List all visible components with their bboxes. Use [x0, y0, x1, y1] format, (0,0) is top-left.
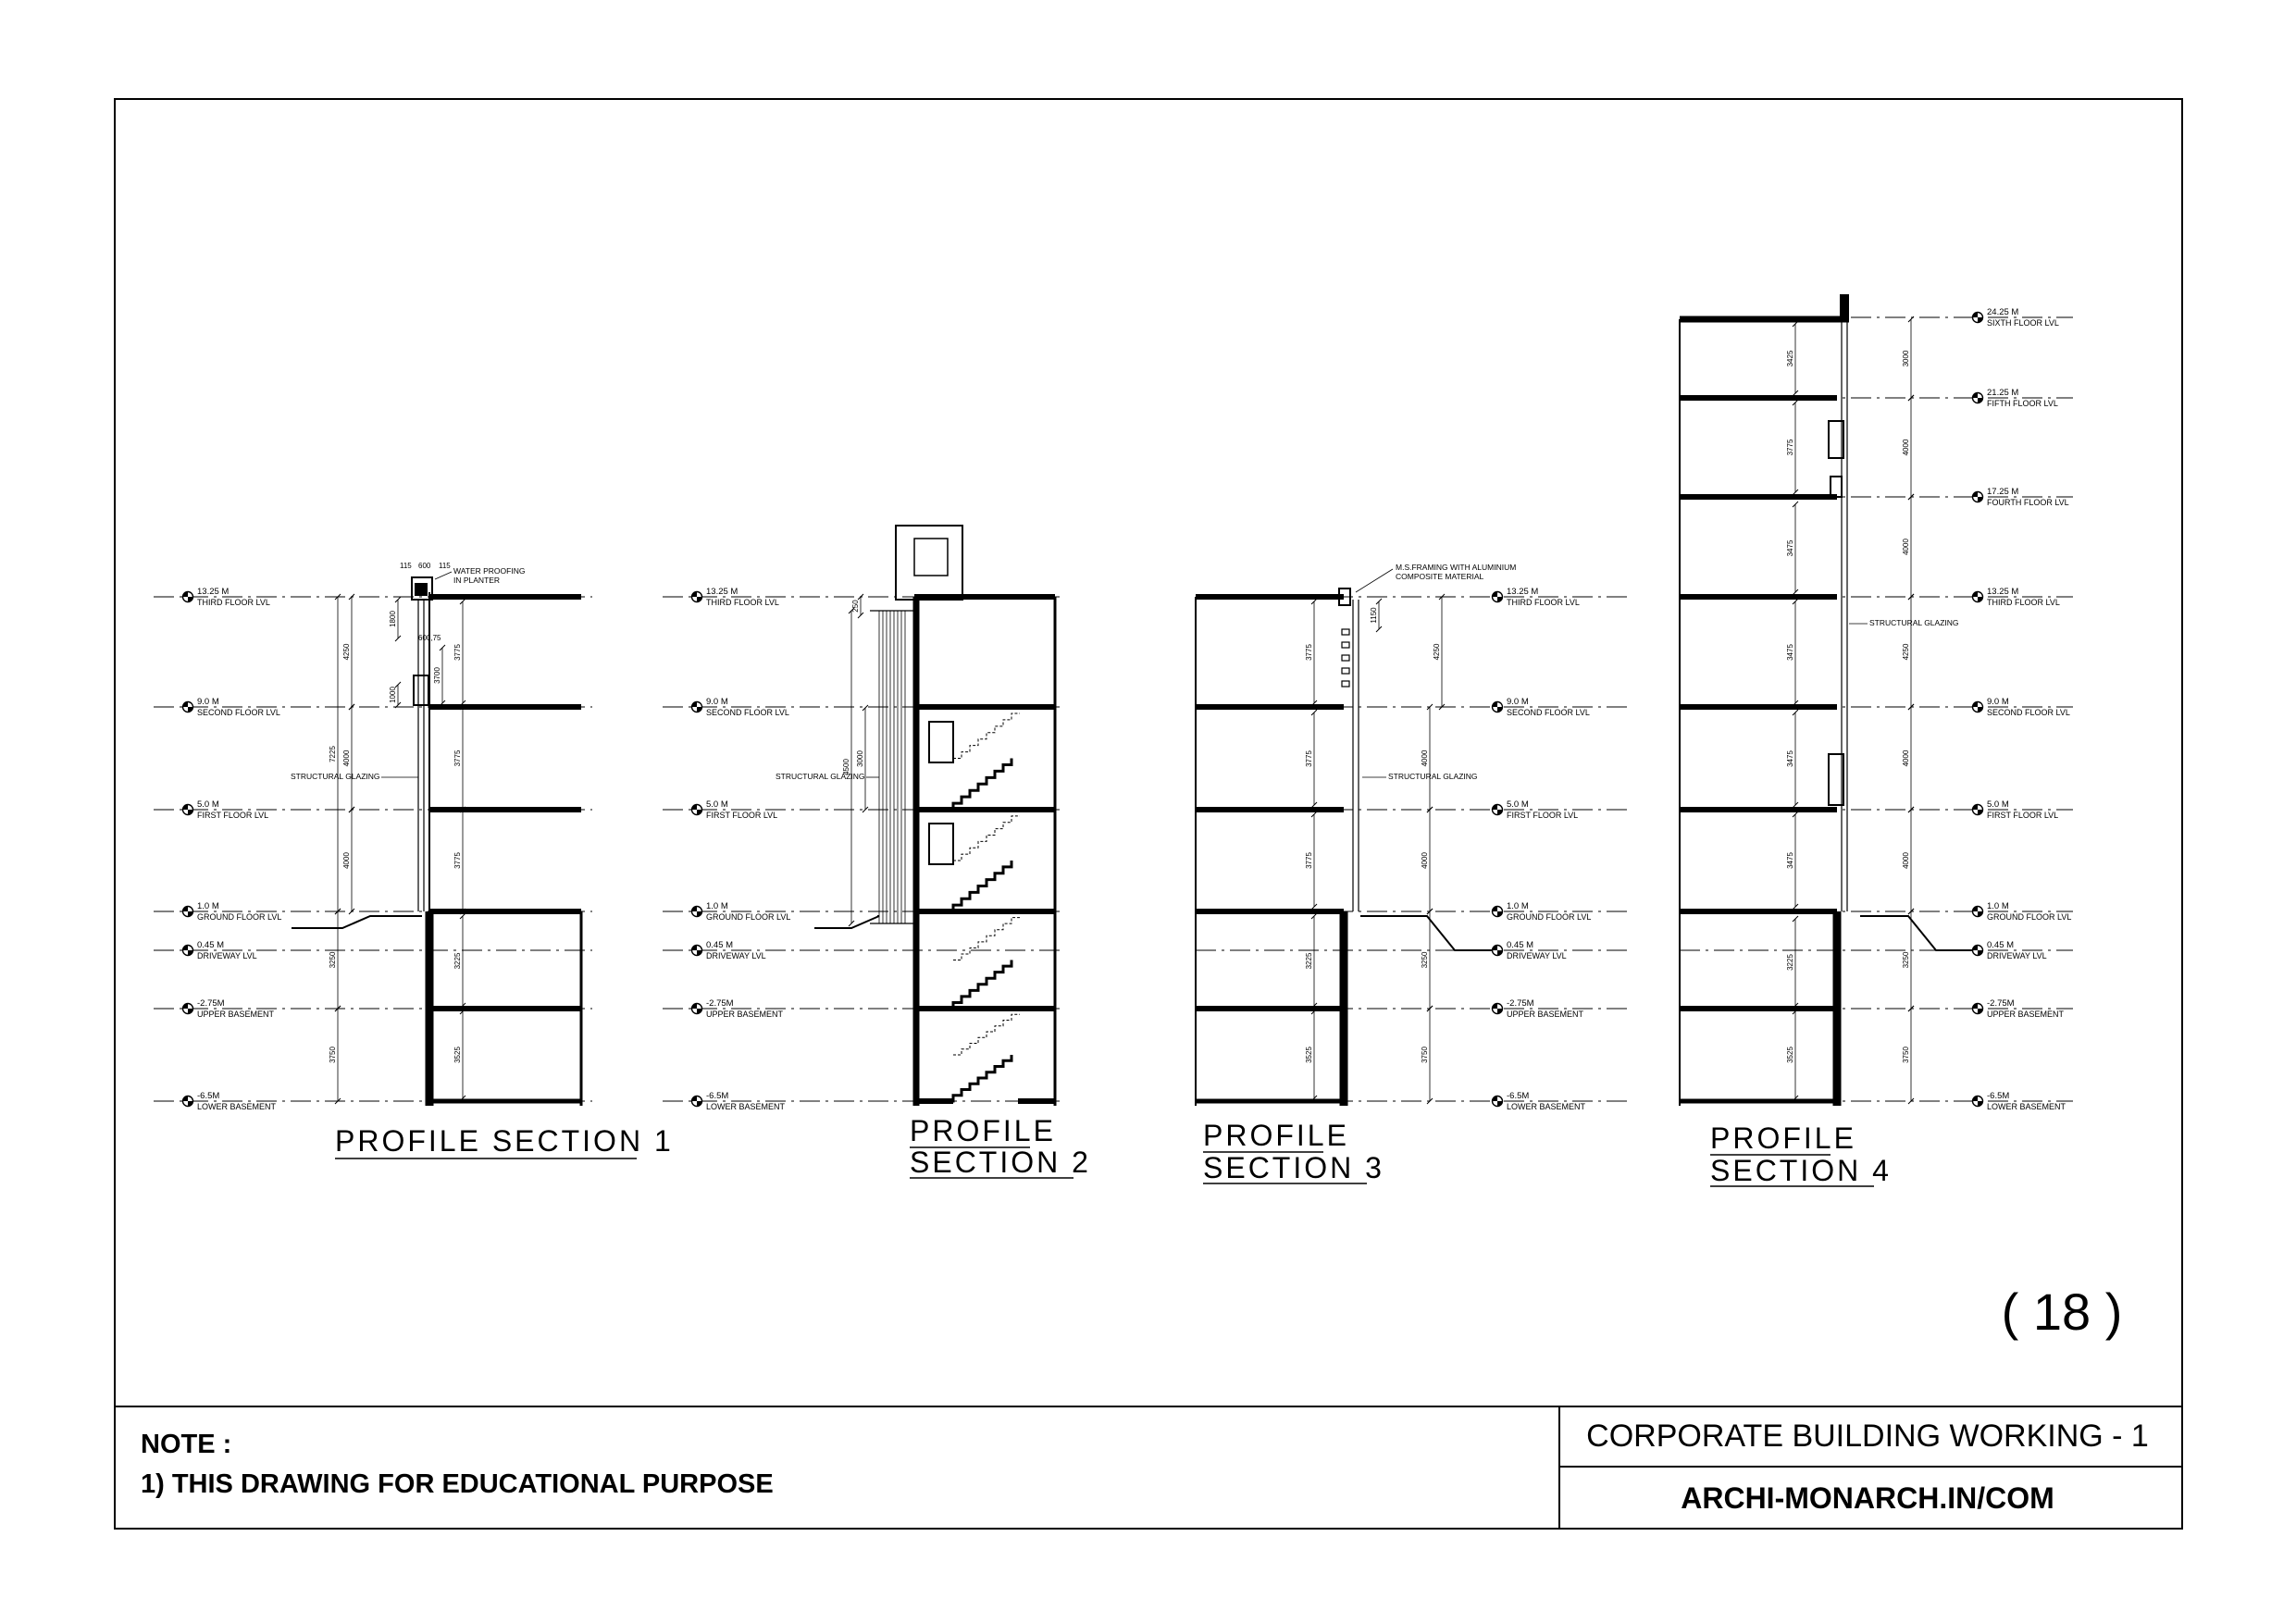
- stair-flight: [925, 759, 1011, 811]
- floor-slab: [1680, 1006, 1837, 1011]
- level-name: UPPER BASEMENT: [197, 1010, 275, 1019]
- level-value: 13.25 M: [706, 587, 738, 597]
- dimension-label: 4000: [1902, 539, 1910, 555]
- dimension-label: 600: [418, 562, 431, 570]
- dimension-label: 3475: [1786, 852, 1794, 869]
- level-value: 17.25 M: [1987, 487, 2019, 497]
- level-name: SIXTH FLOOR LVL: [1987, 318, 2059, 328]
- level-name: DRIVEWAY LVL: [197, 951, 257, 960]
- level-name: DRIVEWAY LVL: [1987, 951, 2047, 960]
- dimension-label: 3225: [453, 952, 462, 970]
- level-name: FOURTH FLOOR LVL: [1987, 498, 2069, 507]
- level-value: 13.25 M: [1987, 587, 2019, 597]
- level-value: 21.25 M: [1987, 388, 2019, 398]
- dimension-label: 3775: [1786, 439, 1794, 456]
- floor-slab: [1680, 909, 1837, 914]
- dimension-label: 4000: [1902, 852, 1910, 869]
- dimension-label: 3750: [1902, 1047, 1910, 1063]
- dimension-label: 3475: [1786, 750, 1794, 767]
- dimension-label: 4000: [1421, 852, 1429, 869]
- dimension-label: 3475: [1786, 539, 1794, 557]
- level-value: 9.0 M: [1987, 697, 2009, 707]
- level-name: THIRD FLOOR LVL: [197, 598, 270, 607]
- floor-slab: [1680, 316, 1849, 323]
- dimension-label: 3525: [453, 1047, 462, 1063]
- level-value: -6.5M: [197, 1091, 220, 1101]
- stair-tower-head: [896, 526, 962, 600]
- floor-slab: [1196, 909, 1344, 914]
- dimension-label: 3225: [1786, 954, 1794, 971]
- stair-flight-above: [953, 816, 1020, 861]
- dimension-label: 115: [439, 562, 451, 570]
- dimension-label: 3750: [329, 1047, 337, 1063]
- level-name: GROUND FLOOR LVL: [1987, 912, 2072, 922]
- dimension-label: 3250: [1421, 951, 1429, 969]
- floor-slab: [1680, 1099, 1837, 1104]
- driveway-ramp: [1860, 916, 1973, 950]
- level-value: 9.0 M: [197, 697, 219, 707]
- level-name: LOWER BASEMENT: [706, 1102, 786, 1111]
- section-2-title: [910, 1114, 1091, 1179]
- floor-slab: [429, 909, 581, 914]
- dimension-label: 4000: [1421, 750, 1429, 767]
- dimension-label: 1150: [1370, 607, 1378, 624]
- floor-slab: [429, 594, 581, 600]
- floor-slab: [1196, 594, 1344, 600]
- dimension-label: 1800: [389, 611, 397, 627]
- level-value: 1.0 M: [706, 901, 728, 911]
- section-4-title: [1710, 1121, 1892, 1187]
- floor-slab: [914, 594, 1055, 600]
- floor-slab: [1018, 1098, 1055, 1104]
- level-name: FIRST FLOOR LVL: [706, 811, 778, 820]
- sheet-border: [115, 99, 2182, 1529]
- driveway-ramp: [305, 916, 422, 928]
- level-name: LOWER BASEMENT: [1987, 1102, 2066, 1111]
- floor-slab: [914, 704, 1055, 710]
- svg-text:PROFILE: PROFILE: [910, 1114, 1056, 1147]
- level-value: 1.0 M: [197, 901, 219, 911]
- floor-slab: [1680, 704, 1837, 710]
- dimension-label: 4000: [342, 750, 351, 767]
- stair-flight-above: [953, 918, 1020, 960]
- dimension-label: 3000: [856, 750, 864, 767]
- framing-member: [1342, 668, 1349, 674]
- annotation-label: M.S.FRAMING WITH ALUMINIUM: [1396, 563, 1517, 572]
- dimension-label: 600,75: [418, 634, 441, 642]
- stair-window: [929, 722, 953, 762]
- level-name: LOWER BASEMENT: [1507, 1102, 1586, 1111]
- dimension-label: 3775: [1305, 750, 1313, 767]
- stair-window: [929, 824, 953, 864]
- svg-text:PROFILE: PROFILE: [1203, 1119, 1349, 1152]
- level-name: LOWER BASEMENT: [197, 1102, 277, 1111]
- level-name: THIRD FLOOR LVL: [706, 598, 779, 607]
- floor-slab: [429, 807, 581, 812]
- dimension-label: 4250: [1433, 643, 1441, 661]
- website-label: ARCHI-MONARCH.IN/COM: [1681, 1481, 2054, 1515]
- level-value: 9.0 M: [1507, 697, 1529, 707]
- level-name: FIRST FLOOR LVL: [1507, 811, 1579, 820]
- level-name: DRIVEWAY LVL: [706, 951, 766, 960]
- drawing-title: CORPORATE BUILDING WORKING - 1: [1586, 1419, 2149, 1454]
- svg-text:PROFILE: PROFILE: [1710, 1121, 1856, 1155]
- spandrel-panel: [1831, 477, 1842, 497]
- level-value: 5.0 M: [706, 799, 728, 810]
- dimension-label: 4500: [842, 759, 850, 775]
- framing-member: [1342, 655, 1349, 661]
- page-number: ( 18 ): [2001, 1282, 2123, 1341]
- level-value: 0.45 M: [1507, 940, 1534, 950]
- floor-slab: [1196, 807, 1344, 812]
- annotation-label: WATER PROOFING: [453, 566, 526, 576]
- leader-line: [435, 572, 452, 579]
- dimension-label: 1000: [389, 687, 397, 703]
- dimension-label: 4000: [342, 852, 351, 869]
- svg-text:SECTION 3: SECTION 3: [1203, 1151, 1384, 1184]
- level-name: SECOND FLOOR LVL: [706, 708, 789, 717]
- annotation-label: STRUCTURAL GLAZING: [291, 772, 380, 781]
- section-1-title: [335, 1124, 674, 1158]
- planter-box: [414, 675, 428, 705]
- annotation-label: COMPOSITE MATERIAL: [1396, 572, 1484, 581]
- stair-flight: [925, 861, 1011, 911]
- dimension-lines: [329, 316, 1914, 1104]
- wall: [1833, 911, 1842, 1106]
- wall: [580, 911, 583, 1106]
- level-name: SECOND FLOOR LVL: [1987, 708, 2070, 717]
- building-structure: [292, 294, 1973, 1106]
- annotation-label: STRUCTURAL GLAZING: [1388, 772, 1478, 781]
- dimension-label: 3700: [433, 667, 441, 684]
- leader-line: [1356, 569, 1393, 592]
- level-value: -2.75M: [1987, 998, 2015, 1009]
- driveway-ramp: [814, 916, 879, 928]
- wall: [1340, 911, 1348, 1106]
- level-value: 0.45 M: [1987, 940, 2015, 950]
- level-value: -2.75M: [706, 998, 734, 1009]
- level-name: DRIVEWAY LVL: [1507, 951, 1567, 960]
- level-name: GROUND FLOOR LVL: [706, 912, 791, 922]
- level-name: UPPER BASEMENT: [706, 1010, 784, 1019]
- stair-flight: [925, 1055, 1011, 1101]
- level-value: 1.0 M: [1507, 901, 1529, 911]
- driveway-ramp: [1360, 916, 1492, 950]
- wall: [426, 911, 434, 1106]
- dimension-label: 250: [851, 600, 860, 613]
- level-name: FIFTH FLOOR LVL: [1987, 399, 2058, 408]
- stair-flight-above: [953, 713, 1020, 759]
- framing-member: [1342, 681, 1349, 687]
- level-name: GROUND FLOOR LVL: [1507, 912, 1592, 922]
- dimension-label: 4250: [1902, 643, 1910, 661]
- planter-fill: [415, 583, 428, 596]
- dimension-label: 3225: [1305, 952, 1313, 970]
- note-line: 1) THIS DRAWING FOR EDUCATIONAL PURPOSE: [141, 1469, 774, 1499]
- level-name: FIRST FLOOR LVL: [197, 811, 269, 820]
- floor-slab: [429, 704, 581, 710]
- annotation-label: STRUCTURAL GLAZING: [776, 772, 865, 781]
- wall: [913, 597, 920, 1106]
- dimension-label: 3750: [1421, 1047, 1429, 1063]
- level-value: 5.0 M: [197, 799, 219, 810]
- level-value: -6.5M: [1507, 1091, 1530, 1101]
- section-3-title: [1203, 1119, 1384, 1184]
- floor-slab: [1680, 494, 1837, 500]
- level-value: -2.75M: [1507, 998, 1534, 1009]
- floor-slab: [429, 1099, 581, 1104]
- note-heading: NOTE :: [141, 1430, 232, 1459]
- floor-slab: [1196, 704, 1344, 710]
- framing-member: [1342, 629, 1349, 635]
- dimension-label: 4000: [1902, 750, 1910, 767]
- level-value: 9.0 M: [706, 697, 728, 707]
- dimension-label: 4000: [1902, 439, 1910, 456]
- level-value: -2.75M: [197, 998, 225, 1009]
- stair-flight: [925, 960, 1011, 1010]
- level-value: 13.25 M: [1507, 587, 1539, 597]
- dimension-label: 4250: [342, 643, 351, 661]
- level-value: 5.0 M: [1507, 799, 1529, 810]
- svg-text:SECTION 2: SECTION 2: [910, 1146, 1091, 1179]
- dimension-label: 3475: [1786, 644, 1794, 661]
- dimension-label: 3250: [1902, 951, 1910, 969]
- level-value: 24.25 M: [1987, 307, 2019, 317]
- stair-tower-window: [914, 539, 948, 576]
- level-value: 0.45 M: [706, 940, 734, 950]
- annotation-label: IN PLANTER: [453, 576, 501, 585]
- level-name: UPPER BASEMENT: [1987, 1010, 2065, 1019]
- level-value: 13.25 M: [197, 587, 230, 597]
- floor-slab: [1196, 1006, 1344, 1011]
- framing-member: [1342, 642, 1349, 648]
- level-value: 5.0 M: [1987, 799, 2009, 810]
- level-name: SECOND FLOOR LVL: [1507, 708, 1590, 717]
- dimension-label: 3775: [1305, 852, 1313, 869]
- dimension-label: 3525: [1786, 1047, 1794, 1063]
- dimension-label: 7225: [329, 746, 337, 762]
- floor-slab: [429, 1006, 581, 1011]
- dimension-label: 3775: [453, 750, 462, 767]
- dimension-label: 115: [400, 562, 412, 570]
- wall: [1054, 597, 1057, 1106]
- level-name: GROUND FLOOR LVL: [197, 912, 282, 922]
- dimension-label: 3525: [1305, 1047, 1313, 1063]
- floor-slab: [1680, 807, 1837, 812]
- dimension-label: 3775: [453, 644, 462, 661]
- dimension-label: 3250: [329, 951, 337, 969]
- level-value: 1.0 M: [1987, 901, 2009, 911]
- level-value: -6.5M: [1987, 1091, 2010, 1101]
- stair-flight-above: [953, 1014, 1020, 1055]
- dimension-label: 3775: [453, 852, 462, 869]
- floor-slab: [1196, 1099, 1344, 1104]
- level-name: UPPER BASEMENT: [1507, 1010, 1584, 1019]
- level-name: THIRD FLOOR LVL: [1987, 598, 2060, 607]
- level-value: -6.5M: [706, 1091, 729, 1101]
- level-name: FIRST FLOOR LVL: [1987, 811, 2059, 820]
- dimension-label: 3425: [1786, 350, 1794, 367]
- dimension-label: 3000: [1902, 350, 1910, 367]
- svg-text:PROFILE SECTION 1: PROFILE SECTION 1: [335, 1124, 674, 1158]
- floor-slab: [1680, 395, 1837, 401]
- level-name: THIRD FLOOR LVL: [1507, 598, 1580, 607]
- level-value: 0.45 M: [197, 940, 225, 950]
- svg-text:SECTION 4: SECTION 4: [1710, 1154, 1892, 1187]
- dimension-label: 3775: [1305, 644, 1313, 661]
- floor-slab: [1680, 594, 1837, 600]
- annotation-label: STRUCTURAL GLAZING: [1869, 618, 1959, 627]
- level-name: SECOND FLOOR LVL: [197, 708, 280, 717]
